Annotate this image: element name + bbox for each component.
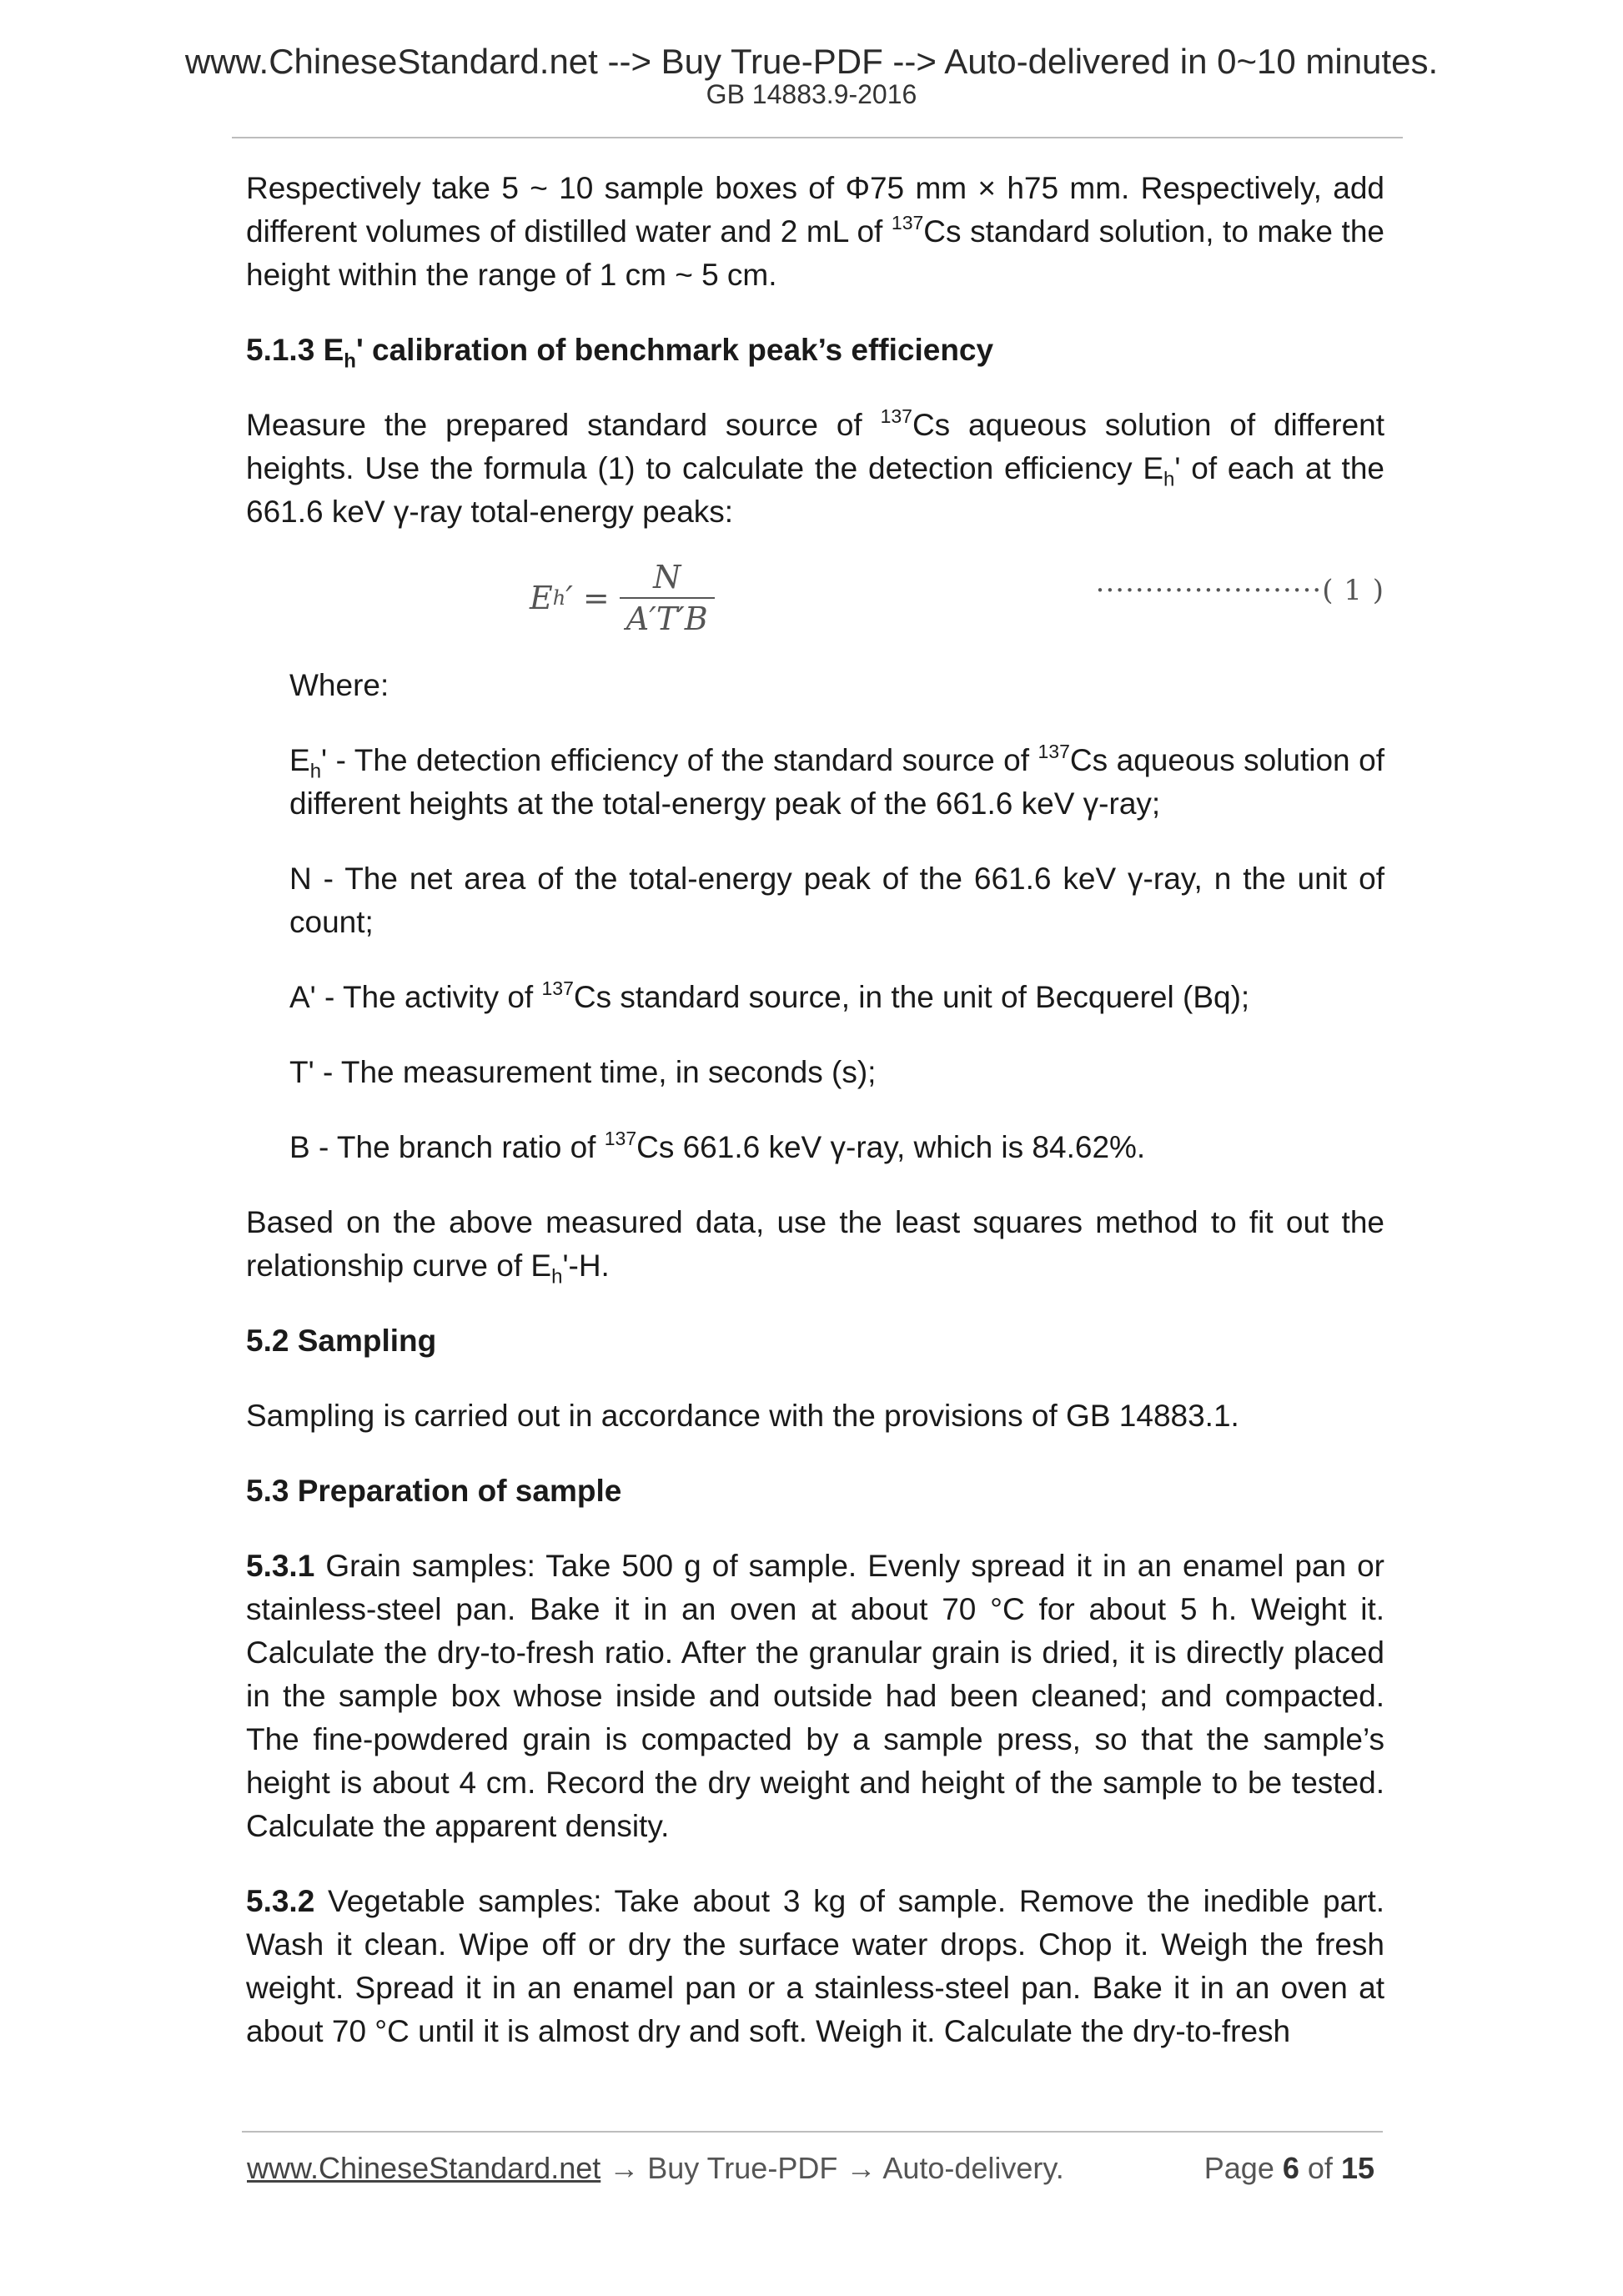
header-divider [232,137,1403,138]
top-banner: www.ChineseStandard.net --> Buy True-PDF --> Auto-delivered in 0~10 minutes. [184,42,1439,81]
definition-a: A' - The activity of $^{137}$Cs standard source, in the unit of Becquerel (Bq); [289,977,1250,1014]
where-label: Where: [289,668,389,702]
paragraph-measure: Measure the prepared standard source of $^{137}$Cs aqueous solution of different heights. Use the formula (1) to calculate the detection efficiency $E_h'$ of each at the 661.6 keV γ-ray total-energy peaks: [246,404,1385,529]
total-pages: 15 [1340,2151,1374,2185]
footer-divider [242,2131,1383,2133]
heading-5-1-3: 5.1.3 $E_h'$ calibration of benchmark peak’s efficiency [246,333,994,373]
standard-id: GB 14883.9-2016 [706,79,917,109]
page-footer [247,2150,1374,2187]
definition-eh: $E_h'$ - The detection efficiency of the standard source of $^{137}$Cs aqueous solution of different heights at the total-energy peak of the 661.6 keV γ-ray; [289,740,1384,821]
formula-denominator: A′T′B [620,597,715,637]
formula-expression: E h ′ = $\frac{N}{A'T'B}$ [530,559,715,637]
paragraph-5-3-1: 5.3.1 Grain samples: Take 500 g of sample. Evenly spread it in an enamel pan or stainless-steel pan. Bake it in an oven at about 70 °C for about 5 h. Weight it. Calculate the dry-to-fresh ratio. After the granular grain is dried, it is directly placed in the sample box whose inside and outside had been cleaned; and compacted. The fine-powdered grain is compacted by a sample press, so that the sample’s height is about 4 cm. Record the dry weight and height of the sample to be tested. Calculate the apparent density. [246,1549,1384,1843]
formula-numerator: N [653,559,681,595]
footer-text: → Buy True-PDF → Auto-delivery. [600,2151,1064,2185]
formula-1 [246,550,1384,659]
heading-5-2: 5.2 Sampling [246,1324,437,1358]
heading-5-3: 5.3 Preparation of sample [246,1474,622,1508]
equation-number: ·······················( 1 ) [1095,574,1384,607]
paragraph-intro: Respectively take 5 ~ 10 sample boxes of Φ75 mm × h75 mm. Respectively, add different volumes of distilled water and 2 mL of $^{137}$Cs standard solution, to make the height within the range of 1 cm ~ 5 cm. [246,171,1384,292]
page-content [246,167,1384,2053]
current-page: 6 [1282,2151,1299,2185]
footer-link[interactable]: www.ChineseStandard.net [247,2151,601,2185]
page-indicator: Page 6 of 15 [1203,2151,1374,2185]
definition-b: B - The branch ratio of $^{137}$Cs 661.6 keV γ-ray, which is 84.62%. [289,1127,1146,1164]
definition-t: T' - The measurement time, in seconds (s); [289,1055,877,1089]
paragraph-5-2: Sampling is carried out in accordance with the provisions of GB 14883.1. [246,1399,1239,1433]
definition-n: N - The net area of the total-energy peak of the 661.6 keV γ-ray, n the unit of count; [289,862,1384,939]
paragraph-5-3-2: 5.3.2 Vegetable samples: Take about 3 kg of sample. Remove the inedible part. Wash it clean. Wipe off or dry the surface water drops. Chop it. Weigh the fresh weight. Spread it in an enamel pan or a stainless-steel pan. Bake it in an oven at about 70 °C until it is almost dry and soft. Weigh it. Calculate the dry-to-fresh [246,1884,1384,2048]
paragraph-fit: Based on the above measured data, use the least squares method to fit out the relationship curve of $E_h'-H$. [246,1205,1384,1289]
